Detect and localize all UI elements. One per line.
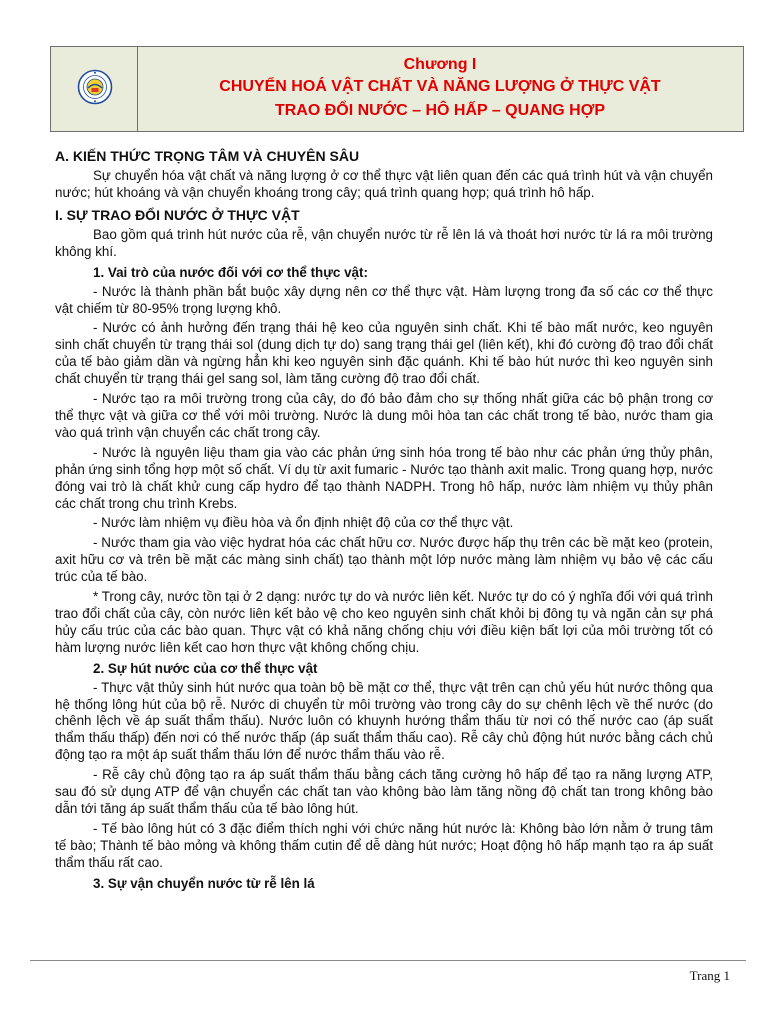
subsection-3-heading: 3. Sự vận chuyển nước từ rễ lên lá bbox=[93, 875, 315, 891]
section-i-heading: I. SỰ TRAO ĐỔI NƯỚC Ở THỰC VẬT bbox=[55, 206, 300, 223]
section-a-intro: Sự chuyển hóa vật chất và năng lượng ở cơ thể thực vật liên quan đến các quá trình hút và vận chuyển nước; hút khoáng và vận chuyển khoáng trong cây; quá trình quang hợp; quá trình hô hấp. bbox=[55, 168, 713, 200]
subsection-2-heading: 2. Sự hút nước của cơ thể thực vật bbox=[93, 660, 318, 676]
logo-cell bbox=[51, 47, 138, 131]
paragraph: * Trong cây, nước tồn tại ở 2 dạng: nước tự do và nước liên kết. Nước tự do có ý nghĩa đối với quá trình trao đổi chất của cây, còn nước liên kết bảo vệ cho keo nguyên sinh chất khỏi bị đông tụ và ngăn cản sự phá hủy cấu trúc của các bào quan. Thực vật có khả năng chống chịu với điều kiện bất lợi của môi trường tốt có hàm lượng nước liên kết cao hơn thực vật không chống chịu. bbox=[55, 589, 713, 655]
chapter-number: Chương I bbox=[403, 56, 477, 73]
paragraph: - Nước làm nhiệm vụ điều hòa và ổn định nhiệt độ của cơ thể thực vật. bbox=[93, 515, 514, 531]
paragraph: - Nước là thành phần bắt buộc xây dựng nên cơ thể thực vật. Hàm lượng trong đa số các cơ thể thực vật chiếm từ 80-95% trọng lượng khô. bbox=[55, 283, 713, 316]
paragraph: - Tế bào lông hút có 3 đặc điểm thích nghi với chức năng hút nước là: Không bào lớn nằm ở trung tâm tế bào; Thành tế bào mỏng và không thấm cutin để dễ dàng hút nước; Hoạt động hô hấp mạnh tạo ra áp suất thẩm thấu rất cao. bbox=[55, 820, 713, 870]
paragraph: - Nước có ảnh hưởng đến trạng thái hệ keo của nguyên sinh chất. Khi tế bào mất nước, keo nguyên sinh chất chuyển từ trạng thái sol (dung dịch tự do) sang trạng thái gel (liên kết), khi đó cường độ trao đổi chất của tế bào giảm dần và ngừng hẳn khi keo nguyên sinh đặc quánh. Khi tế bào hút nước thì keo nguyên sinh chất chuyển từ trạng thái gel sang sol, làm tăng cường độ trao đổi chất. bbox=[55, 320, 713, 387]
section-a-heading: A. KIẾN THỨC TRỌNG TÂM VÀ CHUYÊN SÂU bbox=[55, 148, 360, 164]
paragraph: - Nước tạo ra môi trường trong của cây, do đó bảo đảm cho sự thống nhất giữa các bộ phận trong cơ thể thực vật và giữa cơ thể với môi trường. Nước là dung môi hòa tan các chất trong tế bào, nước tham gia vào quá trình vận chuyển các chất trong cây. bbox=[55, 391, 713, 440]
footer-divider bbox=[30, 960, 746, 961]
chapter-header bbox=[50, 46, 744, 132]
page-number: Trang 1 bbox=[689, 968, 730, 983]
header-titles bbox=[137, 55, 743, 123]
paragraph: - Rễ cây chủ động tạo ra áp suất thẩm thấu bằng cách tăng cường hô hấp để tạo ra năng lượng ATP, sau đó sử dụng ATP để vận chuyển các chất tan vào không bào làm tăng nồng độ chất tan trong không bào dẫn tới tăng áp suất thẩm thấu của tế bào lông hút. bbox=[55, 767, 713, 816]
paragraph: - Nước tham gia vào việc hydrat hóa các chất hữu cơ. Nước được hấp thụ trên các bề mặt keo (protein, axit hữu cơ và trên bề mặt các màng sinh chất) tạo thành một lớp nước màng làm nhiệm vụ bảo vệ các cấu trúc của tế bào. bbox=[55, 535, 713, 585]
document-body bbox=[55, 146, 713, 895]
school-seal-icon bbox=[77, 69, 113, 105]
paragraph: - Nước là nguyên liệu tham gia vào các phản ứng sinh hóa trong tế bào như các phản ứng thủy phân, phản ứng sinh tổng hợp một số chất. Ví dụ từ axit fumaric - Nước tạo thành axit malic. Trong quang hợp, nước đóng vai trò là chất khử cung cấp hydro để tạo thành NADPH. Trong hô hấp, nước làm nhiệm vụ thủy phân các chất trong chu trình Krebs. bbox=[55, 444, 713, 511]
chapter-title-line-2: TRAO ĐỔI NƯỚC – HÔ HẤP – QUANG HỢP bbox=[274, 102, 606, 119]
section-i-intro: Bao gồm quá trình hút nước của rễ, vận chuyển nước từ rễ lên lá và thoát hơi nước từ lá ra môi trường không khí. bbox=[55, 226, 713, 259]
paragraph: - Thực vật thủy sinh hút nước qua toàn bộ bề mặt cơ thể, thực vật trên cạn chủ yếu hút nước thông qua hệ thống lông hút của bộ rễ. Nước di chuyển từ môi trường vào trong cây do sự chênh lệch về thế nước (do chênh lệch về áp suất thẩm thấu). Nước luôn có khuynh hướng thẩm thấu từ nơi có thế nước cao (áp suất thẩm thấu thấp) đến nơi có thế nước thấp (áp suất thẩm thấu cao). Rễ cây chủ động hút nước bằng cách chủ động tạo ra một áp suất thẩm thấu lớn để nước thẩm thấu vào rễ. bbox=[55, 679, 713, 763]
chapter-title-line-1: CHUYỂN HOÁ VẬT CHẤT VÀ NĂNG LƯỢNG Ở THỰC VẬT bbox=[219, 78, 661, 95]
subsection-1-heading: 1. Vai trò của nước đối với cơ thể thực vật: bbox=[93, 264, 368, 280]
